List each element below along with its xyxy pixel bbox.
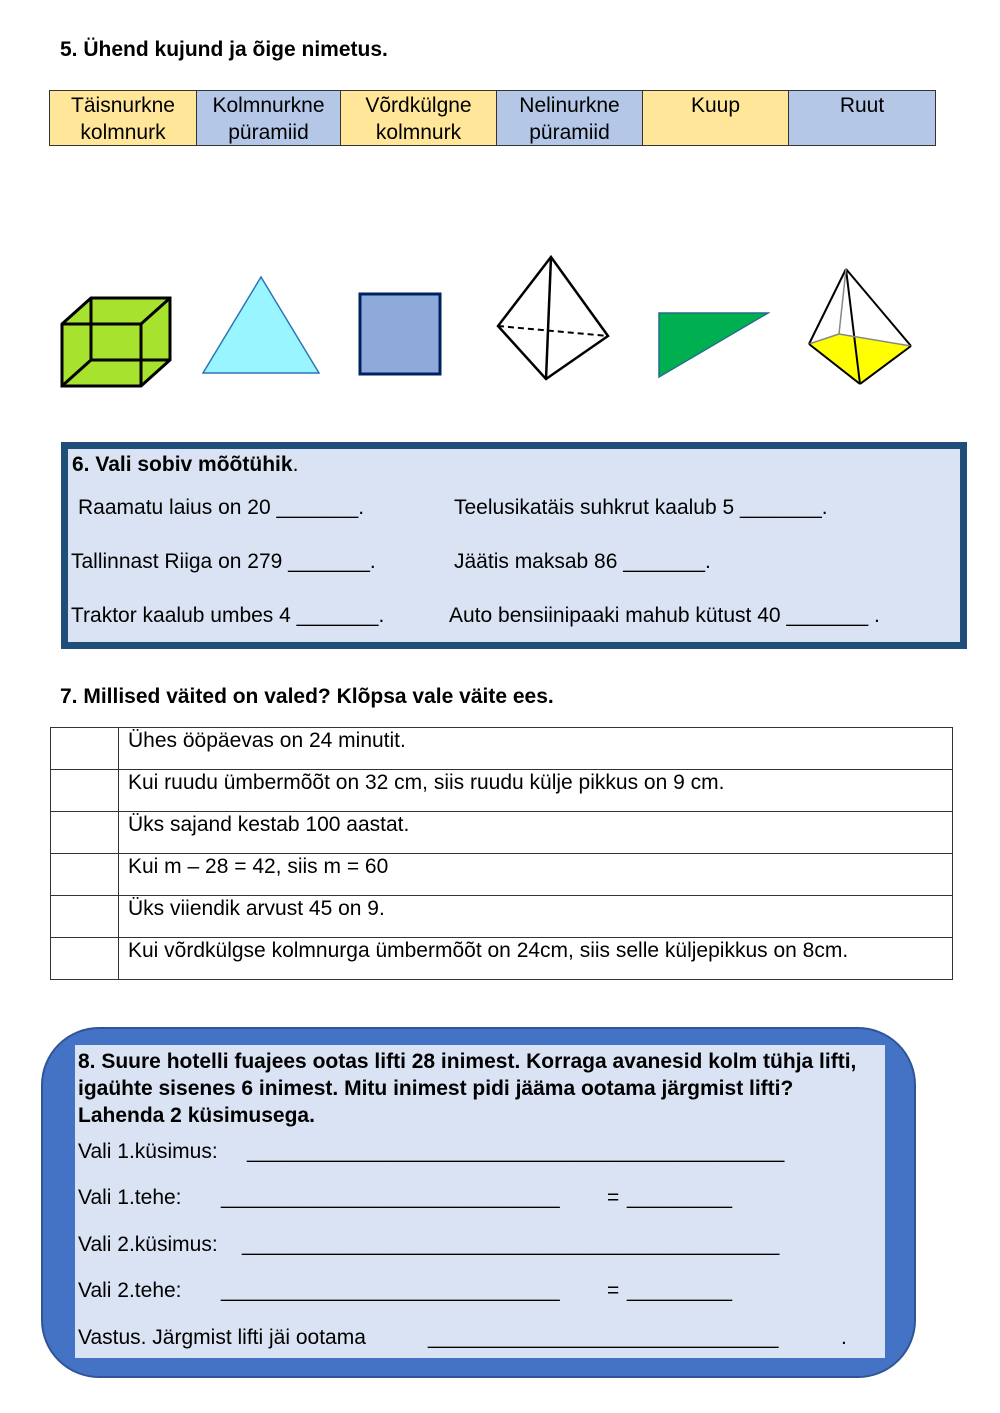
unit-blank[interactable]: _______ [288,550,370,573]
name-line: Võrdkülgne [365,94,472,117]
section-6-title: 6. Vali sobiv mõõtühik. [72,453,299,476]
shape-name-row [50,90,936,146]
name-line: püramiid [529,121,610,144]
operation-1-label: Vali 1.tehe: [78,1186,182,1209]
false-marker-cell[interactable] [51,812,119,854]
name-line: kolmnurk [80,121,166,144]
answer-blank[interactable]: ______________________________ [428,1326,779,1349]
table-row [51,896,953,938]
statement-text: Kui ruudu ümbermõõt on 32 cm, siis ruudu külje pikkus on 9 cm. [119,770,953,812]
table-row [51,728,953,770]
answer-end: . [841,1326,847,1349]
equals-sign: = [607,1186,620,1209]
unit-blank[interactable]: _______ [296,604,379,627]
question-1-label: Vali 1.küsimus: [78,1140,218,1163]
name-line: Kolmnurkne [212,94,325,117]
statement-text: Üks sajand kestab 100 aastat. [119,812,953,854]
unit-item: Auto bensiinipaaki mahub kütust 40 _______ . [449,604,880,627]
square-pyramid-icon[interactable] [782,266,914,388]
name-line: püramiid [228,121,309,144]
name-card-equilateral-triangle[interactable] [340,90,497,146]
square-icon[interactable] [358,292,442,376]
statements-table [50,727,953,980]
table-row [51,854,953,896]
name-card-square[interactable] [788,90,936,146]
section-5-title: 5. Ühend kujund ja õige nimetus. [60,38,388,61]
section-6-box [61,442,967,649]
shapes-row [50,250,950,400]
result-1-blank[interactable]: _________ [627,1186,733,1209]
unit-item: Jäätis maksab 86 _______. [454,550,711,573]
equilateral-triangle-icon[interactable] [200,274,322,376]
operation-2-label: Vali 2.tehe: [78,1279,182,1302]
table-row [51,812,953,854]
triangular-pyramid-icon[interactable] [494,254,612,382]
name-line: kolmnurk [375,121,462,144]
statement-text: Üks viiendik arvust 45 on 9. [119,896,953,938]
name-line: Täisnurkne [71,94,175,117]
unit-item: Raamatu laius on 20 _______. [78,496,365,519]
section-7-title: 7. Millised väited on valed? Klõpsa vale väite ees. [60,685,554,708]
unit-blank[interactable]: _______ [786,604,869,627]
question-1-blank[interactable]: ______________________________________________ [247,1140,785,1163]
unit-item: Tallinnast Riiga on 279 _______. [71,550,376,573]
question-2-blank[interactable]: ______________________________________________ [242,1233,780,1256]
unit-blank[interactable]: _______ [276,496,359,519]
name-card-triangular-pyramid[interactable] [196,90,341,146]
operation-2-blank[interactable]: _____________________________ [221,1279,560,1302]
name-line: Kuup [690,94,741,117]
statement-text: Kui võrdkülgse kolmnurga ümbermõõt on 24cm, siis selle küljepikkus on 8cm. [119,938,953,980]
statement-text: Kui m – 28 = 42, siis m = 60 [119,854,953,896]
table-row [51,770,953,812]
answer-label: Vastus. Järgmist lifti jäi ootama [78,1326,366,1349]
name-card-square-pyramid[interactable] [496,90,643,146]
unit-blank[interactable]: _______ [740,496,822,519]
operation-1-blank[interactable]: _____________________________ [221,1186,560,1209]
question-2-label: Vali 2.küsimus: [78,1233,218,1256]
equals-sign: = [607,1279,620,1302]
table-row [51,938,953,980]
result-2-blank[interactable]: _________ [627,1279,733,1302]
name-line: Ruut [839,94,885,117]
word-problem-text: 8. Suure hotelli fuajees ootas lifti 28 inimest. Korraga avanesid kolm tühja lifti, igaühte sisenes 6 inimest. Mitu inimest pidi jääma ootama järgmist lifti? Lahenda 2 küsimusega. [78,1050,857,1127]
right-triangle-icon[interactable] [656,310,770,380]
false-marker-cell[interactable] [51,854,119,896]
unit-blank[interactable]: _______ [623,550,706,573]
false-marker-cell[interactable] [51,896,119,938]
cube-icon[interactable] [58,294,174,388]
unit-item: Teelusikatäis suhkrut kaalub 5 _______. [454,496,828,519]
false-marker-cell[interactable] [51,938,119,980]
statement-text: Ühes ööpäevas on 24 minutit. [119,728,953,770]
name-card-cube[interactable] [642,90,789,146]
false-marker-cell[interactable] [51,728,119,770]
unit-item: Traktor kaalub umbes 4 _______. [71,604,385,627]
false-marker-cell[interactable] [51,770,119,812]
name-line: Nelinurkne [519,94,620,117]
name-card-right-triangle[interactable] [49,90,197,146]
